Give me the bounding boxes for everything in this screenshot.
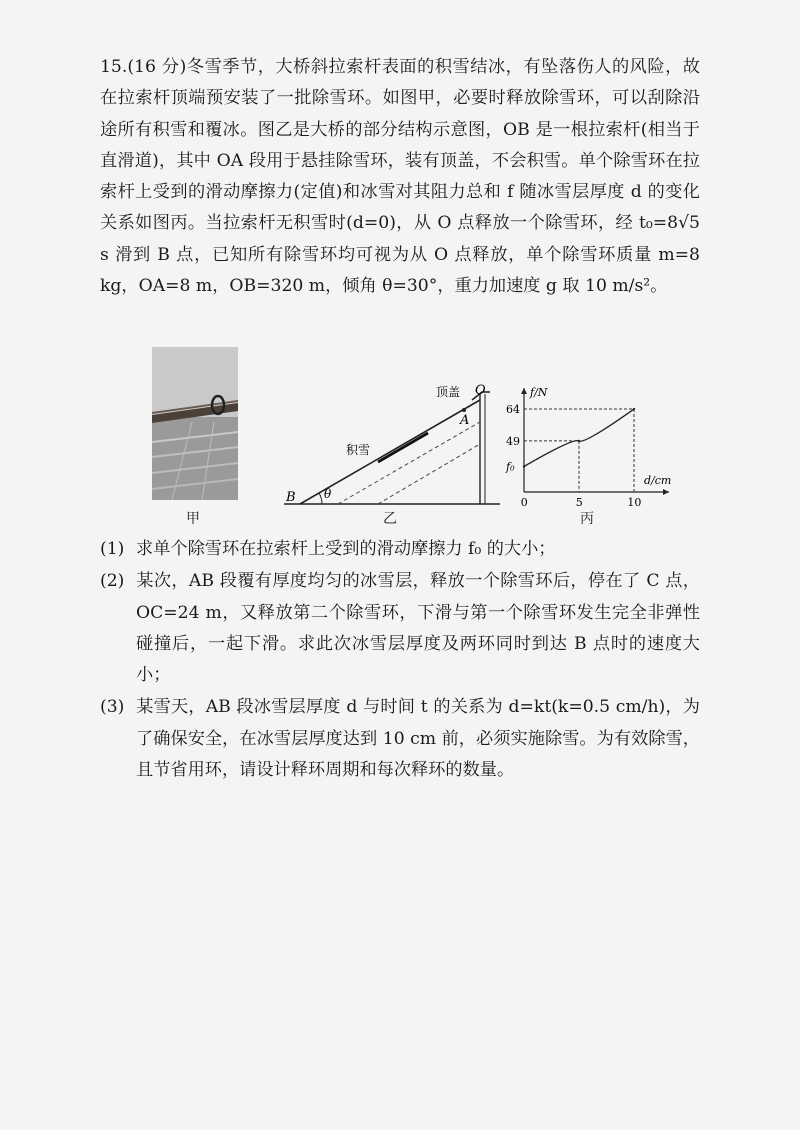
- snow-layer-mark: [378, 433, 428, 462]
- problem-text: (16 分)冬雪季节，大桥斜拉索杆表面的积雪结冰，有坠落伤人的风险，故在拉索杆顶端预安装了一批除雪环。如图甲，必要时释放除雪环，可以刮除沿途所有积雪和覆冰。图乙是大桥的部分结构示意图，OB 是一根拉索杆(相当于直滑道)，其中 OA 段用于悬挂除雪环，装有顶盖，不会积雪。单个除雪环在拉索杆上受到的滑动摩擦力(定值)和冰雪对其阻力总和 f 随冰雪层厚度 d 的变化关系如图丙。当拉索杆无积雪时(d=0)，从 O 点释放一个除雪环，经 t₀=8√5 s 滑到 B 点，已知所有除雪环均可视为从 O 点释放，单个除雪环质量 m=8 kg，OA=8 m，OB=320 m，倾角 θ=30°，重力加速度 g 取 10 m/s²。: [100, 57, 700, 297]
- label-cap: 顶盖: [436, 385, 461, 399]
- figure-yi-diagram: [278, 382, 508, 522]
- y-axis-label: f/N: [530, 386, 548, 399]
- sub-question-label: (1): [100, 539, 125, 559]
- label-theta: θ: [324, 487, 332, 501]
- figure-yi-caption: 乙: [383, 511, 397, 527]
- data-point-0: [523, 465, 525, 467]
- bridge-cable-photo-illustration: [152, 347, 238, 500]
- x-tick-label: 0: [520, 496, 528, 508]
- figure-jia-caption: 甲: [186, 511, 200, 527]
- sub-question-label: (2): [100, 571, 125, 592]
- dashed-cable-1: [338, 422, 480, 504]
- x-axis-label: d/cm: [644, 474, 672, 487]
- figure-bing-caption: 丙: [580, 511, 594, 527]
- data-point-1: [578, 440, 580, 442]
- y-axis-arrow: [521, 388, 527, 394]
- sub-question-text: 某次，AB 段覆有厚度均匀的冰雪层，释放一个除雪环后，停在了 C 点，OC=24 m，又释放第二个除雪环，下滑与第一个除雪环发生完全非弹性碰撞后，一起下滑。求此次冰雪层厚度及两环同时到达 B 点时的速度大小；: [136, 571, 700, 686]
- sub-question-label: (3): [100, 697, 125, 718]
- label-a: A: [460, 413, 470, 428]
- problem-statement: [100, 52, 700, 302]
- label-o: O: [475, 383, 486, 398]
- sub-question-text: 求单个除雪环在拉索杆上受到的滑动摩擦力 f₀ 的大小；: [136, 539, 556, 559]
- figure-bing-graph: [504, 384, 674, 508]
- figure-jia-photo: [152, 347, 238, 500]
- x-tick-label: 5: [575, 496, 583, 508]
- label-snow: 积雪: [346, 443, 371, 457]
- figures-row: [140, 344, 700, 534]
- angle-arc: [319, 493, 322, 504]
- data-point-2: [633, 408, 635, 410]
- point-a-marker: [462, 408, 466, 412]
- sub-question-1: [100, 534, 700, 565]
- x-axis-arrow: [663, 489, 669, 495]
- y-tick-label: 49: [506, 434, 520, 448]
- x-tick-label: 10: [627, 496, 642, 508]
- y-tick-label: 64: [506, 403, 520, 417]
- label-b: B: [286, 490, 296, 505]
- sub-questions: [100, 534, 700, 787]
- sub-question-3: [100, 692, 700, 786]
- sub-question-2: [100, 566, 700, 691]
- y-tick-label: f₀: [506, 460, 515, 474]
- problem-number: 15.: [100, 57, 128, 77]
- sub-question-text: 某雪天，AB 段冰雪层厚度 d 与时间 t 的关系为 d=kt(k=0.5 cm/h)，为了确保安全，在冰雪层厚度达到 10 cm 前，必须实施除雪。为有效除雪，且节省用环，请设计释环周期和每次释环的数量。: [136, 697, 700, 781]
